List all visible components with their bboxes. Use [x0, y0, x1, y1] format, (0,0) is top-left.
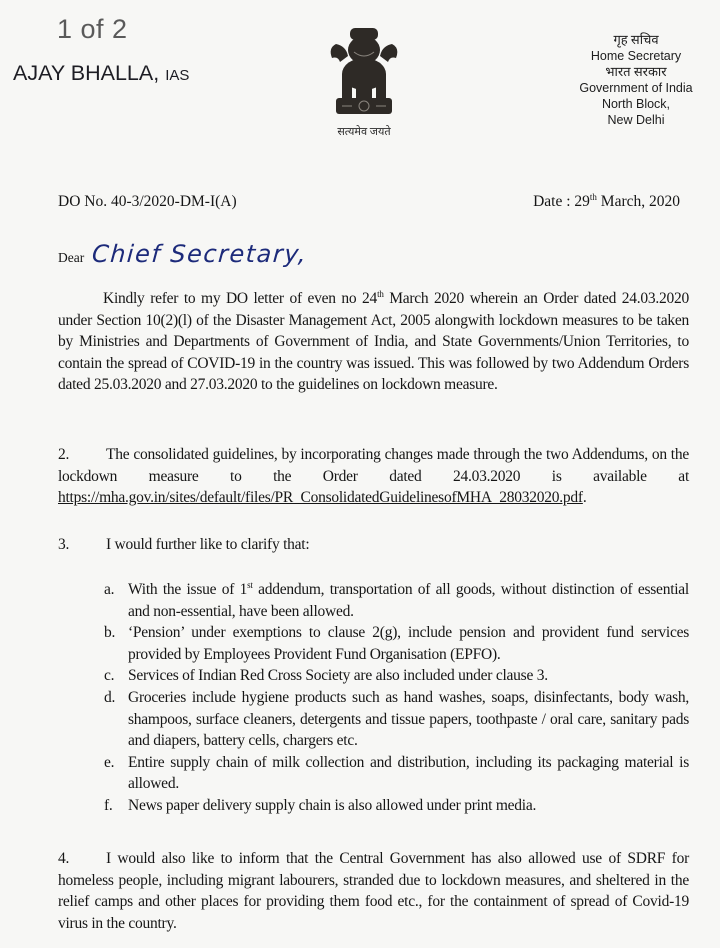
letter-date	[533, 193, 680, 211]
list-marker: a.	[104, 581, 115, 598]
list-item-b	[104, 622, 689, 665]
list-item-f	[104, 795, 689, 817]
paragraph-3	[58, 534, 689, 556]
clarification-list	[104, 579, 689, 817]
government-hindi: भारत सरकार	[605, 64, 667, 79]
address-line-2: New Delhi	[607, 113, 665, 127]
list-text: ‘Pension’ under exemptions to clause 2(g), include pension and provident fund services provided by Employees Provident Fund Organisation (EPFO).	[128, 624, 689, 663]
officer-name-text: AJAY BHALLA,	[13, 61, 160, 85]
salutation-dear: Dear	[58, 250, 85, 265]
officer-suffix: IAS	[165, 67, 190, 84]
date-suffix: March, 2020	[596, 193, 680, 210]
page-count: 1 of 2	[57, 14, 128, 44]
date-prefix: Date : 29	[533, 193, 590, 210]
list-marker: f.	[104, 796, 113, 814]
list-marker: e.	[104, 753, 115, 771]
list-item-d	[104, 687, 689, 752]
list-item-c	[104, 665, 689, 687]
paragraph-1	[58, 288, 689, 396]
list-text	[128, 579, 689, 622]
office-address-block	[566, 32, 706, 128]
emblem-motto: सत्यमेव जयते	[337, 126, 391, 138]
p1-part1: Kindly refer to my DO letter of even no 24	[103, 290, 378, 307]
p1-part2: March 2020 wherein an Order dated 24.03.2020 under Section 10(2)(l) of the Disaster Management Act, 2005 alongwith lockdown measures to be taken by Ministries and Departments of Government of India, and State Governments/Union Territories, to contain the spread of COVID-19 in the country was issued. This was followed by two Addendum Orders dated 25.03.2020 and 27.03.2020 to the guidelines on lockdown measure.	[58, 290, 690, 394]
list-marker: b.	[104, 624, 116, 642]
list-item-e	[104, 752, 689, 795]
list-text: News paper delivery supply chain is also allowed under print media.	[128, 796, 537, 814]
list-item-a	[104, 579, 689, 622]
office-title-hindi: गृह सचिव	[613, 32, 659, 47]
do-number: DO No. 40-3/2020-DM-I(A)	[58, 193, 237, 210]
salutation	[58, 240, 307, 268]
address-line-1: North Block,	[601, 97, 671, 111]
national-emblem-icon	[326, 22, 402, 122]
handwritten-addressee: Chief Secretary,	[90, 240, 308, 268]
government-name: Government of India	[579, 81, 693, 95]
p3-number: 3.	[58, 536, 70, 553]
list-text: Groceries include hygiene products such as hand washes, soaps, disinfectants, body wash, shampoos, surface cleaners, detergents and tissue papers, toothpaste / oral care, sanitary pads and diapers, battery cells, chargers etc.	[128, 688, 689, 750]
p4-number: 4.	[58, 850, 70, 867]
list-marker: c.	[104, 667, 115, 685]
list-marker: d.	[104, 688, 116, 706]
p1-sup: th	[377, 288, 384, 299]
guidelines-pdf-link[interactable]: https://mha.gov.in/sites/default/files/PR_ConsolidatedGuidelinesofMHA_28032020.pdf	[58, 489, 583, 507]
item-a-part1: With the issue of 1	[128, 581, 248, 598]
office-title: Home Secretary	[590, 49, 682, 63]
p4-text: I would also like to inform that the Central Government has also allowed use of SDRF for homeless people, including migrant labourers, stranded due to lockdown measures, and sheltered in the relief camps and other places for providing them food etc., for the containment of spread of Covid-19 virus in the country.	[58, 850, 689, 932]
p2-number: 2.	[58, 446, 70, 463]
officer-name	[13, 61, 189, 86]
item-a-sup: st	[247, 579, 253, 590]
p2-text: The consolidated guidelines, by incorporating changes made through the two Addendums, on the lockdown measure to the Order dated 24.03.2020 is available at	[58, 446, 689, 485]
item-a-part2: addendum, transportation of all goods, without distinction of essential and non-essential, have been allowed.	[128, 581, 689, 620]
date-sup: th	[589, 191, 597, 202]
paragraph-2	[58, 444, 689, 509]
list-text: Services of Indian Red Cross Society are also included under clause 3.	[128, 667, 548, 685]
p3-text: I would further like to clarify that:	[106, 536, 310, 553]
paragraph-4	[58, 848, 689, 934]
p2-after-link: .	[582, 489, 587, 507]
list-text: Entire supply chain of milk collection and distribution, including its packaging material is allowed.	[128, 753, 689, 793]
